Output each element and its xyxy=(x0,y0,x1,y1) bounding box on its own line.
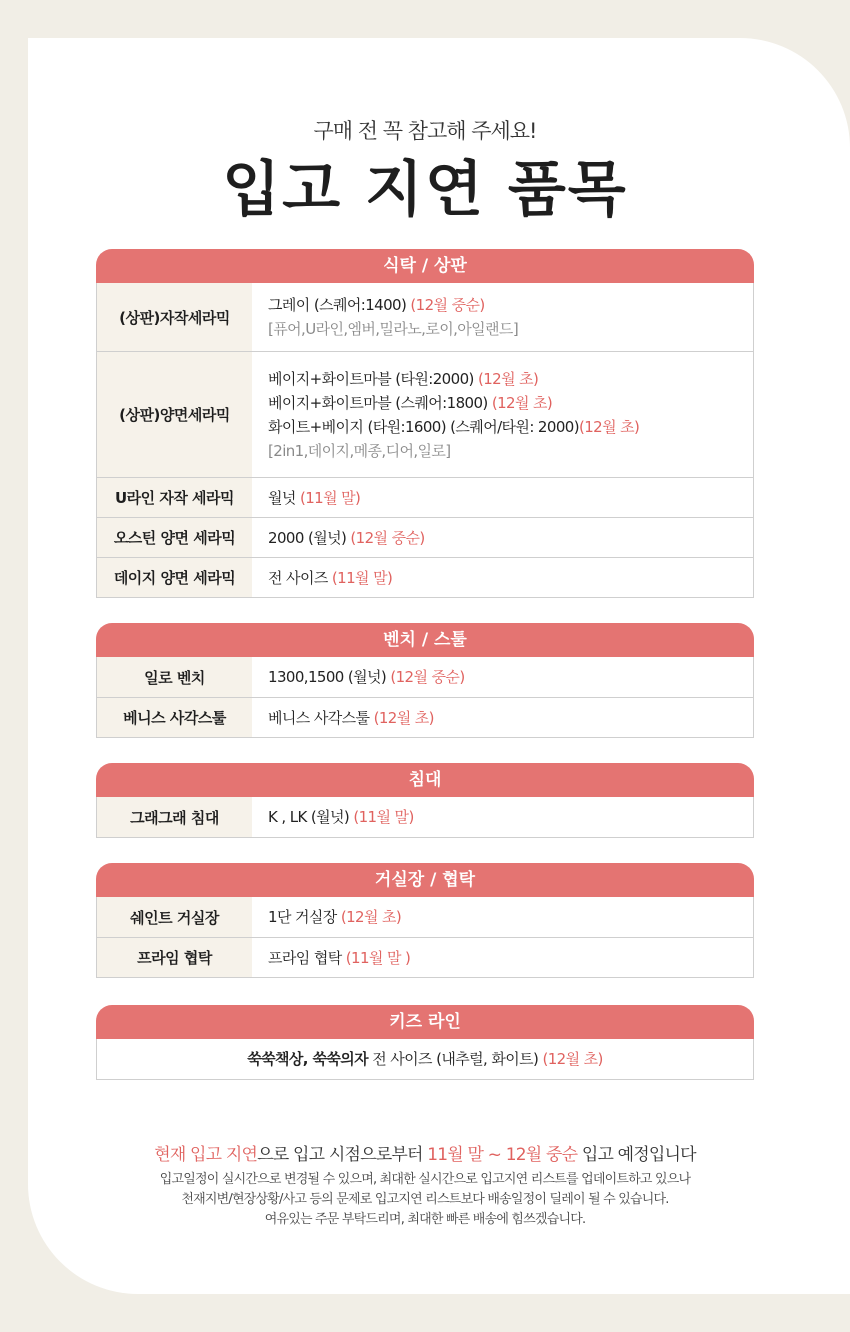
section-table xyxy=(96,1039,754,1080)
date-note: (12월 중순) xyxy=(390,668,465,686)
row-label: 프라임 협탁 xyxy=(97,938,252,977)
row-value: 베이지+화이트마블 (타원:2000) (12월 초) 베이지+화이트마블 (스퀘어:1800) (12월 초) 화이트+베이지 (타원:1600) (스퀘어/타원: 2000)(12월 초) [2in1,데이지,메종,디어,일로] xyxy=(252,352,753,477)
row-label: 그래그래 침대 xyxy=(97,797,252,837)
section-table xyxy=(96,897,754,978)
section-header: 거실장 / 협탁 xyxy=(96,863,754,897)
date-note: (11월 말) xyxy=(299,488,361,507)
table-row xyxy=(97,517,753,557)
row-label: 오스틴 양면 세라믹 xyxy=(97,518,252,557)
date-note: (12월 초) xyxy=(491,393,553,412)
row-value: 베니스 사각스툴 (12월 초) xyxy=(268,708,434,727)
table-row xyxy=(97,1039,753,1079)
row-label: U라인 자작 세라믹 xyxy=(97,478,252,517)
row-label: 일로 벤치 xyxy=(97,657,252,697)
row-value: K , LK (월넛) (11월 말) xyxy=(268,808,414,826)
section-header: 벤치 / 스툴 xyxy=(96,623,754,657)
date-note: (12월 초) xyxy=(542,1050,603,1068)
section-kids-line xyxy=(96,1005,754,1080)
section-bed xyxy=(96,763,754,838)
row-label: (상판)양면세라믹 xyxy=(97,352,252,477)
footer-notes xyxy=(0,1170,850,1230)
page-subtitle: 구매 전 꼭 참고해 주세요! xyxy=(313,119,537,143)
row-value: 2000 (월넛) (12월 중순) xyxy=(268,528,425,547)
footer-summary: 현재 입고 지연으로 입고 시점으로부터 11월 말 ~ 12월 중순 입고 예정입니다 xyxy=(154,1145,696,1165)
date-note: (12월 초) xyxy=(373,708,434,727)
date-note: (12월 초) xyxy=(340,908,402,926)
table-row xyxy=(97,283,753,351)
row-label: 데이지 양면 세라믹 xyxy=(97,558,252,597)
date-note: (12월 중순) xyxy=(350,528,425,547)
row-value: 전 사이즈 (11월 말) xyxy=(268,568,393,587)
footer-note-line: 여유있는 주문 부탁드리며, 최대한 빠른 배송에 힘쓰겠습니다. xyxy=(264,1212,586,1227)
row-value: 월넛 (11월 말) xyxy=(268,488,361,507)
table-row xyxy=(97,477,753,517)
row-label: 베니스 사각스툴 xyxy=(97,698,252,737)
section-table xyxy=(96,283,754,598)
row-value: 1단 거실장 (12월 초) xyxy=(268,908,402,926)
footer-note-line: 천재지변/현장상황/사고 등의 문제로 입고지연 리스트보다 배송일정이 딜레이 될 수 있습니다. xyxy=(181,1192,669,1207)
table-row xyxy=(97,937,753,977)
date-note: (11월 말 ) xyxy=(345,948,411,967)
product-name: 쑥쑥책상, 쑥쑥의자 xyxy=(247,1050,369,1068)
footer-note-line: 입고일정이 실시간으로 변경될 수 있으며, 최대한 실시간으로 입고지연 리스트를 업데이트하고 있으나 xyxy=(159,1172,691,1187)
section-bench-stool xyxy=(96,623,754,738)
row-label: (상판)자작세라믹 xyxy=(97,283,252,351)
date-note: (12월 초) xyxy=(578,417,640,436)
section-header: 침대 xyxy=(96,763,754,797)
section-header: 키즈 라인 xyxy=(96,1005,754,1039)
row-value: 그레이 (스퀘어:1400) (12월 중순) [퓨어,U라인,엠버,밀라노,로이,아일랜드] xyxy=(252,283,753,351)
table-row xyxy=(97,697,753,737)
row-value: 쑥쑥책상, 쑥쑥의자 전 사이즈 (내추럴, 화이트) (12월 초) xyxy=(247,1050,603,1068)
table-row xyxy=(97,797,753,837)
date-note: (12월 중순) xyxy=(410,296,485,314)
row-label: 쉐인트 거실장 xyxy=(97,897,252,937)
product-list: [2in1,데이지,메종,디어,일로] xyxy=(268,441,451,460)
section-living-cabinet xyxy=(96,863,754,978)
section-table-top xyxy=(96,249,754,598)
page-title: 입고 지연 품목 xyxy=(222,155,628,225)
table-row xyxy=(97,557,753,597)
section-table xyxy=(96,657,754,738)
section-table xyxy=(96,797,754,838)
table-row xyxy=(97,897,753,937)
row-value: 프라임 협탁 (11월 말 ) xyxy=(268,948,411,967)
section-header: 식탁 / 상판 xyxy=(96,249,754,283)
table-row xyxy=(97,657,753,697)
date-note: (11월 말) xyxy=(353,808,414,826)
date-note: (12월 초) xyxy=(477,369,539,388)
table-row xyxy=(97,351,753,477)
row-value: 1300,1500 (월넛) (12월 중순) xyxy=(268,668,465,686)
product-list: [퓨어,U라인,엠버,밀라노,로이,아일랜드] xyxy=(268,320,519,338)
date-note: (11월 말) xyxy=(331,568,393,587)
